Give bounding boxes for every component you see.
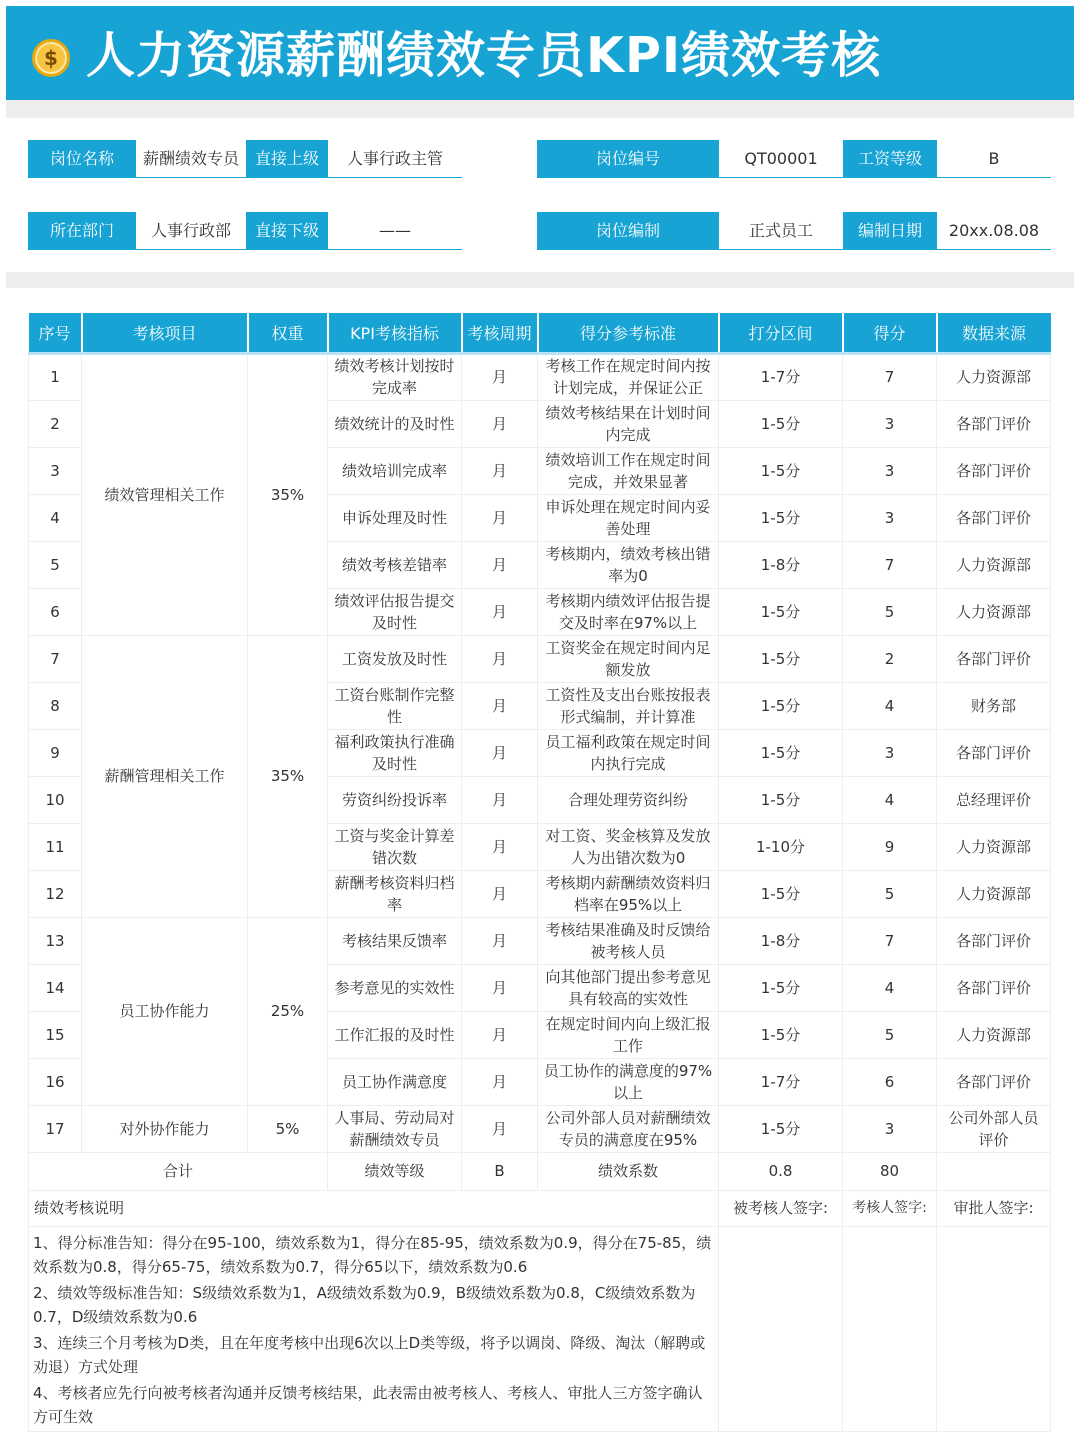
row-number: 10 <box>29 776 82 823</box>
table-row <box>29 635 1051 682</box>
score-range: 1-5分 <box>719 400 843 447</box>
data-source: 各部门评价 <box>937 494 1051 541</box>
score-value: 5 <box>843 1011 937 1058</box>
assessment-cycle: 月 <box>462 1011 538 1058</box>
score-range: 1-5分 <box>719 729 843 776</box>
data-source: 公司外部人员评价 <box>937 1105 1051 1152</box>
assessment-cycle: 月 <box>462 353 538 400</box>
assessment-cycle: 月 <box>462 494 538 541</box>
salary-grade-label: 工资等级 <box>843 140 937 177</box>
header-cell: 得分 <box>843 313 937 353</box>
assessor-signature-area[interactable] <box>843 1226 937 1431</box>
position-name-label: 岗位名称 <box>28 140 136 177</box>
row-number: 11 <box>29 823 82 870</box>
kpi-indicator: 福利政策执行准确及时性 <box>328 729 462 776</box>
row-number: 5 <box>29 541 82 588</box>
header-cell: 打分区间 <box>719 313 843 353</box>
kpi-indicator: 绩效考核计划按时完成率 <box>328 353 462 400</box>
date-label: 编制日期 <box>843 212 937 249</box>
group-name: 员工协作能力 <box>82 917 248 1105</box>
assessment-cycle: 月 <box>462 870 538 917</box>
info-row-1-right <box>537 140 1051 178</box>
total-label: 合计 <box>29 1152 328 1190</box>
note-item: 3、连续三个月考核为D类，且在年度考核中出现6次以上D类等级，将予以调岗、降级、淘汰（解聘或劝退）方式处理 <box>33 1333 706 1376</box>
score-range: 1-10分 <box>719 823 843 870</box>
score-value: 3 <box>843 1105 937 1152</box>
group-weight: 5% <box>248 1105 328 1152</box>
data-source: 人力资源部 <box>937 541 1051 588</box>
position-no-label: 岗位编号 <box>537 140 719 177</box>
score-standard: 绩效培训工作在规定时间完成，并效果显著 <box>538 447 719 494</box>
kpi-indicator: 员工协作满意度 <box>328 1058 462 1105</box>
score-range: 1-5分 <box>719 870 843 917</box>
data-source: 人力资源部 <box>937 870 1051 917</box>
assessment-cycle: 月 <box>462 541 538 588</box>
score-value: 5 <box>843 870 937 917</box>
subordinate-value: —— <box>379 221 411 240</box>
assessment-cycle: 月 <box>462 964 538 1011</box>
row-number: 13 <box>29 917 82 964</box>
data-source: 人力资源部 <box>937 1011 1051 1058</box>
score-standard: 在规定时间内向上级汇报工作 <box>538 1011 719 1058</box>
score-range: 1-7分 <box>719 1058 843 1105</box>
score-range: 1-5分 <box>719 964 843 1011</box>
score-range: 1-8分 <box>719 541 843 588</box>
row-number: 1 <box>29 353 82 400</box>
assessment-cycle: 月 <box>462 447 538 494</box>
kpi-indicator: 工资与奖金计算差错次数 <box>328 823 462 870</box>
coefficient-value: 0.8 <box>719 1152 843 1190</box>
score-standard: 申诉处理在规定时间内妥善处理 <box>538 494 719 541</box>
info-row-2-right <box>537 212 1051 250</box>
score-standard: 考核工作在规定时间内按计划完成，并保证公正 <box>538 353 719 400</box>
row-number: 3 <box>29 447 82 494</box>
notes-header-row <box>29 1190 1051 1226</box>
page-title: 人力资源薪酬绩效专员KPI绩效考核 <box>86 27 882 84</box>
score-range: 1-8分 <box>719 917 843 964</box>
title-shadow-strip <box>6 100 1074 118</box>
staffing-value: 正式员工 <box>748 221 813 240</box>
coefficient-label: 绩效系数 <box>538 1152 719 1190</box>
grade-value: B <box>462 1152 538 1190</box>
score-range: 1-5分 <box>719 494 843 541</box>
note-item: 4、考核者应先行向被考核者沟通并反馈考核结果，此表需由被考核人、考核人、审批人三方签字确认方可生效 <box>33 1383 703 1426</box>
kpi-indicator: 劳资纠纷投诉率 <box>328 776 462 823</box>
table-row <box>29 917 1051 964</box>
score-standard: 向其他部门提出参考意见具有较高的实效性 <box>538 964 719 1011</box>
info-row-2-left <box>28 212 462 250</box>
kpi-indicator: 人事局、劳动局对薪酬绩效专员 <box>328 1105 462 1152</box>
assessment-cycle: 月 <box>462 635 538 682</box>
score-value: 3 <box>843 400 937 447</box>
score-value: 4 <box>843 682 937 729</box>
data-source: 人力资源部 <box>937 588 1051 635</box>
date-value: 20xx.08.08 <box>948 221 1040 240</box>
row-number: 6 <box>29 588 82 635</box>
kpi-indicator: 绩效统计的及时性 <box>328 400 462 447</box>
score-range: 1-5分 <box>719 682 843 729</box>
table-row <box>29 353 1051 400</box>
notes-body <box>29 1226 719 1431</box>
header-cell: 考核周期 <box>462 313 538 353</box>
group-weight: 35% <box>248 635 328 917</box>
kpi-indicator: 薪酬考核资料归档率 <box>328 870 462 917</box>
score-range: 1-5分 <box>719 588 843 635</box>
header-cell: 数据来源 <box>937 313 1051 353</box>
kpi-indicator: 参考意见的实效性 <box>328 964 462 1011</box>
assessment-cycle: 月 <box>462 776 538 823</box>
data-source: 人力资源部 <box>937 353 1051 400</box>
header-cell: KPI考核指标 <box>328 313 462 353</box>
score-standard: 员工福利政策在规定时间内执行完成 <box>538 729 719 776</box>
score-value: 9 <box>843 823 937 870</box>
table-row <box>29 1105 1051 1152</box>
score-standard: 合理处理劳资纠纷 <box>538 776 719 823</box>
assessment-cycle: 月 <box>462 682 538 729</box>
kpi-indicator: 工资发放及时性 <box>328 635 462 682</box>
assessment-cycle: 月 <box>462 1105 538 1152</box>
data-source: 财务部 <box>937 682 1051 729</box>
assessment-cycle: 月 <box>462 917 538 964</box>
staffing-label: 岗位编制 <box>537 212 719 249</box>
position-no-value: QT00001 <box>744 149 818 168</box>
data-source: 各部门评价 <box>937 964 1051 1011</box>
data-source: 各部门评价 <box>937 1058 1051 1105</box>
data-source: 各部门评价 <box>937 447 1051 494</box>
superior-value: 人事行政主管 <box>346 149 443 168</box>
row-number: 15 <box>29 1011 82 1058</box>
score-value: 7 <box>843 917 937 964</box>
score-range: 1-5分 <box>719 776 843 823</box>
info-row-1-left <box>28 140 462 178</box>
superior-label: 直接上级 <box>246 140 328 177</box>
header-cell: 权重 <box>248 313 328 353</box>
row-number: 8 <box>29 682 82 729</box>
data-source: 各部门评价 <box>937 400 1051 447</box>
score-value: 6 <box>843 1058 937 1105</box>
score-range: 1-5分 <box>719 447 843 494</box>
group-weight: 35% <box>248 353 328 635</box>
approver-signature-label: 审批人签字: <box>937 1190 1051 1226</box>
score-range: 1-5分 <box>719 1011 843 1058</box>
group-weight: 25% <box>248 917 328 1105</box>
section-divider <box>6 272 1074 288</box>
kpi-indicator: 绩效评估报告提交及时性 <box>328 588 462 635</box>
score-value: 2 <box>843 635 937 682</box>
score-standard: 绩效考核结果在计划时间内完成 <box>538 400 719 447</box>
score-value: 4 <box>843 776 937 823</box>
data-source: 各部门评价 <box>937 729 1051 776</box>
score-standard: 考核期内，绩效考核出错率为0 <box>538 541 719 588</box>
assessee-signature-label: 被考核人签字: <box>719 1190 843 1226</box>
score-standard: 公司外部人员对薪酬绩效专员的满意度在95% <box>538 1105 719 1152</box>
score-value: 5 <box>843 588 937 635</box>
total-score: 80 <box>843 1152 937 1190</box>
subordinate-label: 直接下级 <box>246 212 328 249</box>
total-row <box>29 1152 1051 1190</box>
notes-body-row <box>29 1226 1051 1431</box>
kpi-indicator: 工作汇报的及时性 <box>328 1011 462 1058</box>
table-header-row <box>29 313 1051 353</box>
row-number: 14 <box>29 964 82 1011</box>
position-name-value: 薪酬绩效专员 <box>142 149 239 168</box>
score-range: 1-5分 <box>719 635 843 682</box>
approver-signature-area[interactable] <box>937 1226 1051 1431</box>
row-number: 7 <box>29 635 82 682</box>
kpi-indicator: 考核结果反馈率 <box>328 917 462 964</box>
department-label: 所在部门 <box>28 212 136 249</box>
score-value: 3 <box>843 447 937 494</box>
score-standard: 工资性及支出台账按报表形式编制，并计算准 <box>538 682 719 729</box>
assessment-cycle: 月 <box>462 1058 538 1105</box>
score-value: 7 <box>843 541 937 588</box>
group-name: 对外协作能力 <box>82 1105 248 1152</box>
row-number: 17 <box>29 1105 82 1152</box>
header-cell: 序号 <box>29 313 82 353</box>
score-value: 4 <box>843 964 937 1011</box>
note-item: 1、得分标准告知：得分在95-100，绩效系数为1，得分在85-95，绩效系数为0.9，得分在75-85，绩效系数为0.8，得分65-75，绩效系数为0.7，得分65以下，绩效系数为0.6 <box>33 1233 712 1276</box>
score-standard: 工资奖金在规定时间内足额发放 <box>538 635 719 682</box>
assessee-signature-area[interactable] <box>719 1226 843 1431</box>
score-standard: 考核结果准确及时反馈给被考核人员 <box>538 917 719 964</box>
score-value: 3 <box>843 729 937 776</box>
kpi-indicator: 申诉处理及时性 <box>328 494 462 541</box>
score-value: 7 <box>843 353 937 400</box>
score-standard: 考核期内绩效评估报告提交及时率在97%以上 <box>538 588 719 635</box>
group-name: 绩效管理相关工作 <box>82 353 248 635</box>
score-standard: 考核期内薪酬绩效资料归档率在95%以上 <box>538 870 719 917</box>
kpi-indicator: 绩效培训完成率 <box>328 447 462 494</box>
kpi-indicator: 绩效考核差错率 <box>328 541 462 588</box>
data-source: 总经理评价 <box>937 776 1051 823</box>
assessor-signature-label: 考核人签字: <box>843 1190 937 1226</box>
kpi-indicator: 工资台账制作完整性 <box>328 682 462 729</box>
header-cell: 得分参考标准 <box>538 313 719 353</box>
header-cell: 考核项目 <box>82 313 248 353</box>
data-source: 人力资源部 <box>937 823 1051 870</box>
row-number: 12 <box>29 870 82 917</box>
score-range: 1-7分 <box>719 353 843 400</box>
notes-title: 绩效考核说明 <box>29 1190 719 1226</box>
assessment-cycle: 月 <box>462 400 538 447</box>
score-standard: 员工协作的满意度的97%以上 <box>538 1058 719 1105</box>
assessment-cycle: 月 <box>462 729 538 776</box>
assessment-cycle: 月 <box>462 588 538 635</box>
department-value: 人事行政部 <box>150 221 231 240</box>
note-item: 2、绩效等级标准告知：S级绩效系数为1，A级绩效系数为0.9，B级绩效系数为0.8，C级绩效系数为0.7，D级绩效系数为0.6 <box>33 1283 696 1326</box>
kpi-table <box>28 313 1051 1432</box>
grade-label: 绩效等级 <box>328 1152 462 1190</box>
row-number: 4 <box>29 494 82 541</box>
assessment-cycle: 月 <box>462 823 538 870</box>
score-value: 3 <box>843 494 937 541</box>
score-range: 1-5分 <box>719 1105 843 1152</box>
row-number: 2 <box>29 400 82 447</box>
score-standard: 对工资、奖金核算及发放人为出错次数为0 <box>538 823 719 870</box>
data-source: 各部门评价 <box>937 635 1051 682</box>
salary-grade-value: B <box>988 149 1000 168</box>
group-name: 薪酬管理相关工作 <box>82 635 248 917</box>
coin-icon: $ <box>32 39 70 77</box>
row-number: 9 <box>29 729 82 776</box>
row-number: 16 <box>29 1058 82 1105</box>
data-source: 各部门评价 <box>937 917 1051 964</box>
